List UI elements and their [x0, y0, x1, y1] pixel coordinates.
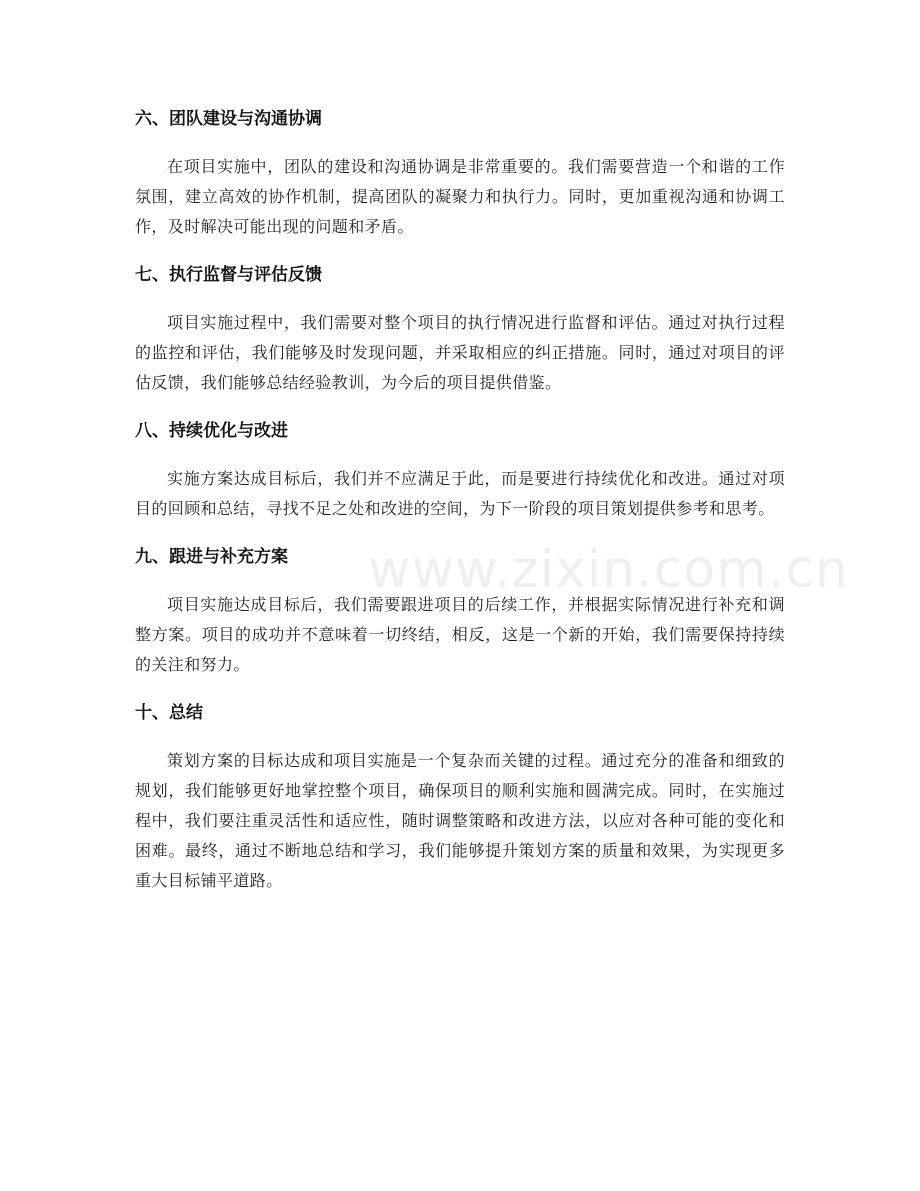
- section-paragraph: 策划方案的目标达成和项目实施是一个复杂而关键的过程。通过充分的准备和细致的规划，我们能够更好地掌控整个项目，确保项目的顺利实施和圆满完成。同时，在实施过程中，我们要注重灵活性和适应性，随时调整策略和改进方法，以应对各种可能的变化和困难。最终，通过不断地总结和学习，我们能够提升策划方案的质量和效果，为实现更多重大目标铺平道路。: [135, 751, 785, 890]
- section-paragraph: 在项目实施中，团队的建设和沟通协调是非常重要的。我们需要营造一个和谐的工作氛围，建立高效的协作机制，提高团队的凝聚力和执行力。同时，更加重视沟通和协调工作，及时解决可能出现的问题和矛盾。: [135, 157, 785, 236]
- watermark: www.zixin.com.cn: [368, 540, 849, 600]
- section-8: [135, 416, 785, 524]
- section-heading: 十、总结: [135, 703, 203, 723]
- section-9: [135, 542, 785, 680]
- section-heading: 八、持续优化与改进: [135, 421, 288, 441]
- document-content: [135, 104, 785, 914]
- section-6: [135, 104, 785, 242]
- section-7: [135, 260, 785, 398]
- section-10: [135, 698, 785, 896]
- section-heading: 九、跟进与补充方案: [135, 547, 288, 567]
- section-paragraph: 项目实施达成目标后，我们需要跟进项目的后续工作，并根据实际情况进行补充和调整方案。项目的成功并不意味着一切终结，相反，这是一个新的开始，我们需要保持持续的关注和努力。: [135, 595, 785, 674]
- section-heading: 六、团队建设与沟通协调: [135, 109, 322, 129]
- section-paragraph: 实施方案达成目标后，我们并不应满足于此，而是要进行持续优化和改进。通过对项目的回顾和总结，寻找不足之处和改进的空间，为下一阶段的项目策划提供参考和思考。: [135, 469, 785, 518]
- section-paragraph: 项目实施过程中，我们需要对整个项目的执行情况进行监督和评估。通过对执行过程的监控和评估，我们能够及时发现问题，并采取相应的纠正措施。同时，通过对项目的评估反馈，我们能够总结经验教训，为今后的项目提供借鉴。: [135, 313, 785, 392]
- section-heading: 七、执行监督与评估反馈: [135, 265, 322, 285]
